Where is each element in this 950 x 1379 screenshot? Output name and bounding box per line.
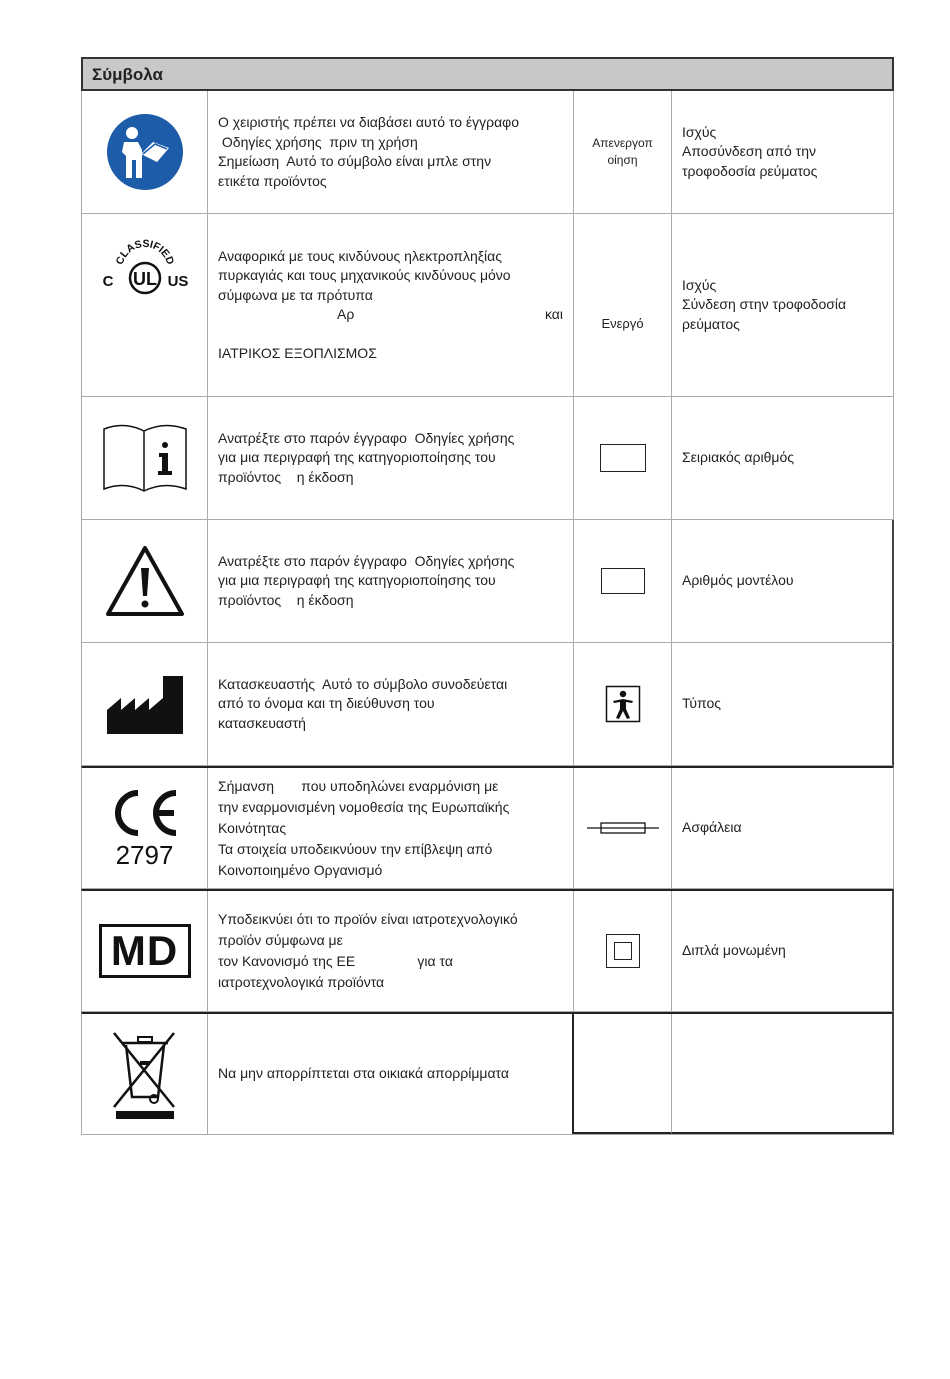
text-line: Να μην απορρίπτεται στα οικιακά απορρίμματα <box>218 1065 509 1082</box>
text-line: Διπλά μονωμένη <box>682 942 786 959</box>
fuse-icon <box>587 820 659 836</box>
table-header: Σύμβολα <box>81 57 894 91</box>
text-line: Υποδεικνύει ότι το προϊόν είναι ιατροτεχνολογικό <box>218 911 518 927</box>
symbol-cell <box>82 891 208 1011</box>
text-fragment: και <box>544 306 563 322</box>
text-line: Κοινοποιημένο Οργανισμό <box>218 861 383 878</box>
text-line: Σειριακός αριθμός <box>682 449 794 466</box>
text-line: Οδηγίες χρήσης πριν τη χρήση <box>218 133 418 150</box>
description-cell-right <box>672 397 893 519</box>
text-line: για μια περιγραφή της κατηγοριοποίησης του <box>218 449 496 466</box>
read-manual-icon <box>105 112 185 192</box>
text-line: Σημείωση Αυτό το σύμβολο είναι μπλε στην <box>218 153 492 169</box>
symbol-cell-right <box>574 520 672 642</box>
empty-cell <box>672 1014 892 1134</box>
description-cell <box>208 1014 574 1134</box>
symbol-cell <box>82 1014 208 1134</box>
description-cell <box>208 643 574 765</box>
weee-bin-icon <box>110 1027 180 1121</box>
model-number-box-icon <box>601 568 645 594</box>
text-line: Ο χειριστής πρέπει να διαβάσει αυτό το έγγραφο <box>218 114 520 130</box>
description-cell <box>208 768 574 888</box>
ul-us-label: US <box>167 273 188 290</box>
symbol-cell <box>82 768 208 888</box>
ce-label: CE <box>107 787 109 788</box>
table-row <box>81 889 894 1012</box>
text-line: την εναρμονισμένη νομοθεσία της Ευρωπαϊκής <box>218 798 510 815</box>
md-label: MD <box>110 927 179 974</box>
text-line: τον Κανονισμό της ΕΕ για τα <box>218 953 453 969</box>
text-line: ετικέτα προϊόντος <box>218 172 327 189</box>
ul-classified-label: CLASSIFIED <box>113 237 176 267</box>
ul-label: UL <box>132 269 157 289</box>
table-row <box>81 91 894 214</box>
text-line: Ανατρέξτε στο παρόν έγγραφο Οδηγίες χρήσης <box>218 429 515 446</box>
table-row <box>81 766 894 889</box>
md-icon <box>99 924 191 978</box>
symbol-cell <box>82 91 208 213</box>
table-row <box>81 643 894 766</box>
text-line: από το όνομα και τη διεύθυνση του <box>218 695 435 712</box>
serial-number-box-icon <box>600 444 646 472</box>
double-insulated-icon <box>606 934 640 968</box>
symbol-cell-right <box>574 643 672 765</box>
table-row <box>81 520 894 643</box>
symbol-cell <box>82 397 208 519</box>
description-cell <box>208 214 574 396</box>
info-book-icon <box>102 423 188 493</box>
description-cell-right <box>672 520 892 642</box>
description-cell-right <box>672 214 893 396</box>
text-line: Ασφάλεια <box>682 819 742 836</box>
text-line: ιατροτεχνολογικά προϊόντα <box>218 974 385 990</box>
text-line: κατασκευαστή <box>218 714 306 731</box>
description-cell <box>208 520 574 642</box>
description-cell <box>208 891 574 1011</box>
symbols-table <box>81 57 894 1135</box>
manufacturer-icon <box>105 672 185 736</box>
text-line: Ισχύς <box>682 123 717 140</box>
type-b-applied-part-icon <box>605 685 641 723</box>
symbol-cell <box>82 214 208 396</box>
warning-icon <box>105 544 185 618</box>
ul-classified-icon <box>100 234 190 296</box>
description-cell <box>208 397 574 519</box>
text-line: για μια περιγραφή της κατηγοριοποίησης του <box>218 572 496 589</box>
text-line: Αναφορικά με τους κινδύνους ηλεκτροπληξίας <box>218 247 502 264</box>
ce-mark-icon <box>108 787 182 839</box>
table-row <box>81 397 894 520</box>
text-line: Αποσύνδεση από την <box>682 143 816 160</box>
description-cell-right <box>672 768 893 888</box>
empty-cell <box>574 1014 672 1134</box>
description-cell-right <box>672 643 892 765</box>
symbol-cell-right <box>574 91 672 213</box>
notified-body-number: 2797 <box>115 840 174 870</box>
text-line: ΙΑΤΡΙΚΟΣ ΕΞΟΠΛΙΣΜΟΣ <box>218 345 377 361</box>
off-symbol-text: οίηση <box>607 153 638 167</box>
text-line: τροφοδοσία ρεύματος <box>682 162 818 179</box>
description-cell-right <box>672 91 893 213</box>
text-fragment: Αρ <box>337 306 355 322</box>
text-line: προϊόντος η έκδοση <box>218 468 354 485</box>
on-symbol-text: Ενεργό <box>601 315 644 331</box>
text-line: πυρκαγιάς και τους μηχανικούς κινδύνους μόνο <box>218 267 511 283</box>
symbol-cell-right <box>574 214 672 396</box>
text-line: Σήμανση που υποδηλώνει εναρμόνιση με <box>218 777 499 794</box>
text-line: ρεύματος <box>682 315 740 332</box>
text-line: Τύπος <box>682 695 721 712</box>
description-cell-right <box>672 891 892 1011</box>
off-symbol-text: Απενεργοπ <box>592 136 653 150</box>
text-line: Τα στοιχεία υποδεικνύουν την επίβλεψη από <box>218 840 493 857</box>
text-line: σύμφωνα με τα πρότυπα <box>218 286 373 303</box>
text-line: Ισχύς <box>682 276 717 293</box>
text-line: Κοινότητας <box>218 819 287 836</box>
symbol-cell-right <box>574 768 672 888</box>
text-line: Κατασκευαστής Αυτό το σύμβολο συνοδεύεται <box>218 675 508 692</box>
table-row <box>81 1012 894 1135</box>
description-cell <box>208 91 574 213</box>
text-line: προϊόν σύμφωνα με <box>218 932 343 948</box>
ul-c-label: C <box>102 273 113 290</box>
table-row <box>81 214 894 397</box>
symbol-cell <box>82 520 208 642</box>
text-line: Σύνδεση στην τροφοδοσία <box>682 296 847 313</box>
text-line: Ανατρέξτε στο παρόν έγγραφο Οδηγίες χρήσης <box>218 552 515 569</box>
symbol-cell-right <box>574 397 672 519</box>
symbol-cell-right <box>574 891 672 1011</box>
symbol-cell <box>82 643 208 765</box>
text-line: Αριθμός μοντέλου <box>682 572 794 589</box>
text-line: προϊόντος η έκδοση <box>218 591 354 608</box>
